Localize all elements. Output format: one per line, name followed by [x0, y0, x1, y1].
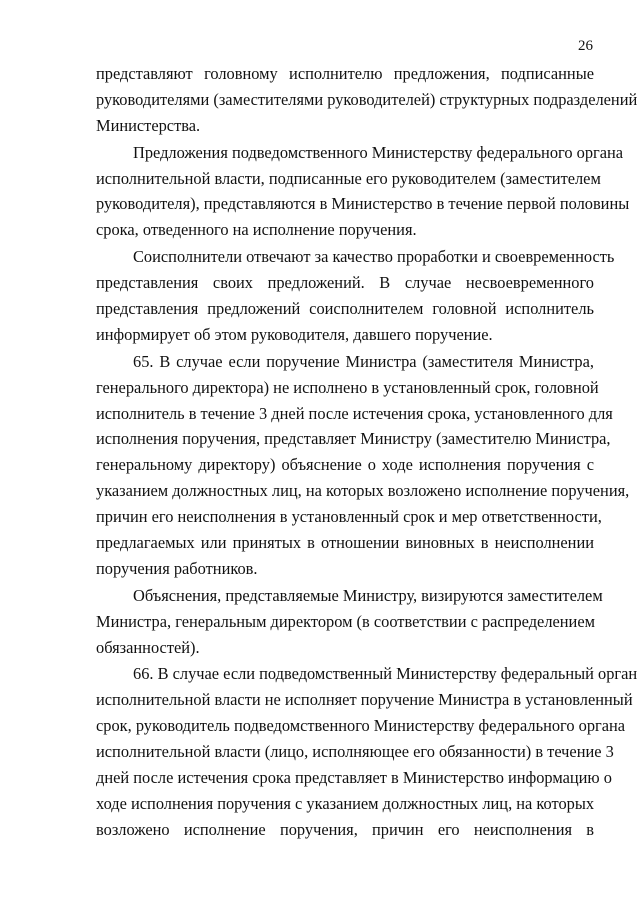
text-line: представляют головному исполнителю предложения, подписанные — [96, 64, 594, 83]
text-line: возложено исполнение поручения, причин его неисполнения в — [96, 819, 594, 839]
text-line: поручения работников. — [96, 558, 258, 578]
text-line: представления своих предложений. В случае несвоевременного — [96, 273, 594, 293]
text-line: исполнительной власти, подписанные его руководителем (заместителем — [96, 168, 601, 188]
text-line: Министерства. — [96, 115, 201, 135]
text-line: срок, руководитель подведомственного Министерству федерального органа — [96, 716, 626, 736]
text-line: Объяснения, представляемые Министру, визируются заместителем — [133, 585, 603, 605]
text-line: Министра, генеральным директором (в соответствии с распределением — [96, 611, 595, 631]
text-line: информирует об этом руководителя, давшего поручение. — [96, 324, 493, 344]
text-line: 65. В случае если поручение Министра (заместителя Министра, — [133, 351, 594, 371]
text-line: указанием должностных лиц, на которых возложено исполнение поручения, — [96, 481, 630, 501]
text-line: срока, отведенного на исполнение поручения. — [96, 220, 417, 240]
text-line: руководителями (заместителями руководителей) структурных подразделений — [96, 89, 638, 109]
text-line: обязанностей). — [96, 637, 200, 657]
text-line: предлагаемых или принятых в отношении виновных в неисполнении — [96, 533, 594, 553]
text-line: Предложения подведомственного Министерству федерального органа — [133, 142, 624, 162]
text-line: исполнительной власти не исполняет поручение Министра в установленный — [96, 690, 633, 710]
text-line: исполнения поручения, представляет Министру (заместителю Министра, — [96, 429, 611, 449]
text-line: генерального директора) не исполнено в установленный срок, головной — [96, 377, 599, 397]
text-line: исполнительной власти (лицо, исполняющее его обязанности) в течение 3 — [96, 742, 614, 762]
text-line: руководителя), представляются в Министерство в течение первой половины — [96, 194, 630, 214]
text-line: причин его неисполнения в установленный срок и мер ответственности, — [96, 507, 602, 527]
text-line: исполнитель в течение 3 дней после истечения срока, установленного для — [96, 403, 613, 423]
document-body — [96, 61, 638, 843]
page-number: 26 — [578, 38, 593, 54]
text-line: Соисполнители отвечают за качество проработки и своевременность — [133, 247, 615, 267]
text-line: 66. В случае если подведомственный Министерству федеральный орган — [133, 664, 638, 684]
text-line: ходе исполнения поручения с указанием должностных лиц, на которых — [96, 793, 595, 813]
text-line: генеральному директору) объяснение о ходе исполнения поручения с — [96, 455, 594, 475]
text-line: представления предложений соисполнителем головной исполнитель — [96, 299, 594, 319]
text-line: дней после истечения срока представляет в Министерство информацию о — [96, 768, 612, 788]
